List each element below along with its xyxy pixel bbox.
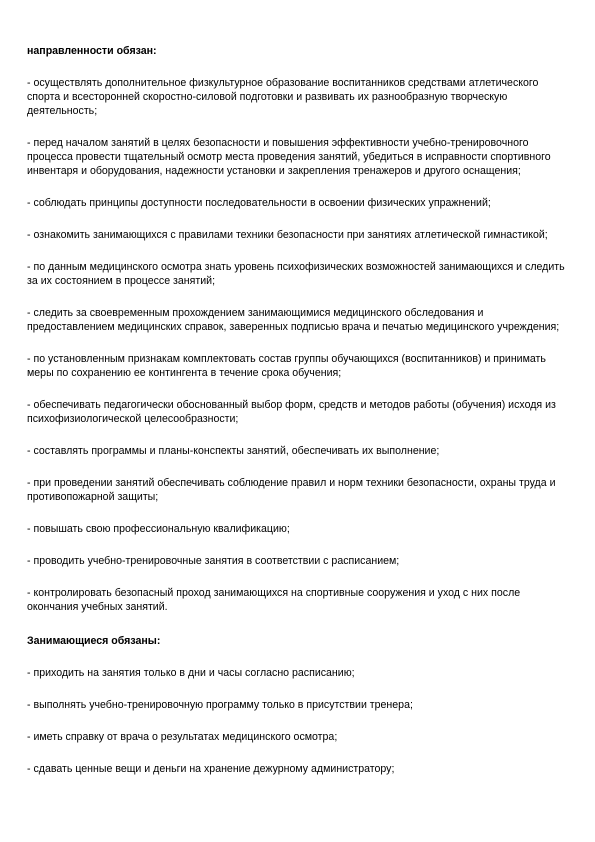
list-item: - проводить учебно-тренировочные занятия в соответствии с расписанием; [27, 555, 400, 567]
list-item: - соблюдать принципы доступности последовательности в освоении физических упражнений; [27, 197, 491, 209]
list-item: - осуществлять дополнительное физкультурное образование воспитанников средствами атлетического спорта и всесторонней скоростно-силовой подготовки и развивать их разнообразную творческую деятельность; [27, 77, 539, 117]
list-item: - приходить на занятия только в дни и часы согласно расписанию; [27, 667, 355, 679]
list-item: - обеспечивать педагогически обоснованный выбор форм, средств и методов работы (обучения) исходя из психофизиологической целесообразности; [27, 399, 556, 425]
section-heading-coach-duties: направленности обязан: [27, 45, 157, 57]
list-item: - иметь справку от врача о результатах медицинского осмотра; [27, 731, 338, 743]
list-item: - по данным медицинского осмотра знать уровень психофизических возможностей занимающихся и следить за их состоянием в процессе занятий; [27, 261, 565, 287]
list-item: - сдавать ценные вещи и деньги на хранение дежурному администратору; [27, 763, 395, 775]
document-page [27, 44, 572, 794]
list-item: - по установленным признакам комплектовать состав группы обучающихся (воспитанников) и принимать меры по сохранению ее контингента в течение срока обучения; [27, 353, 546, 379]
list-item: - при проведении занятий обеспечивать соблюдение правил и норм техники безопасности, охраны труда и противопожарной защиты; [27, 477, 556, 503]
list-item: - перед началом занятий в целях безопасности и повышения эффективности учебно-тренировочного процесса провести тщательный осмотр места проведения занятий, убедиться в исправности спортивного инвентаря и оборудования, надежности установки и закрепления тренажеров и другого оснащения; [27, 137, 551, 177]
list-item: - выполнять учебно-тренировочную программу только в присутствии тренера; [27, 699, 413, 711]
list-item: - ознакомить занимающихся с правилами техники безопасности при занятиях атлетической гимнастикой; [27, 229, 548, 241]
list-item: - повышать свою профессиональную квалификацию; [27, 523, 290, 535]
section-heading-trainee-duties: Занимающиеся обязаны: [27, 635, 161, 647]
list-item: - составлять программы и планы-конспекты занятий, обеспечивать их выполнение; [27, 445, 440, 457]
list-item: - следить за своевременным прохождением занимающимися медицинского обследования и предоставлением медицинских справок, заверенных подписью врача и печатью медицинского учреждения; [27, 307, 560, 333]
list-item: - контролировать безопасный проход занимающихся на спортивные сооружения и уход с них после окончания учебных занятий. [27, 587, 521, 613]
